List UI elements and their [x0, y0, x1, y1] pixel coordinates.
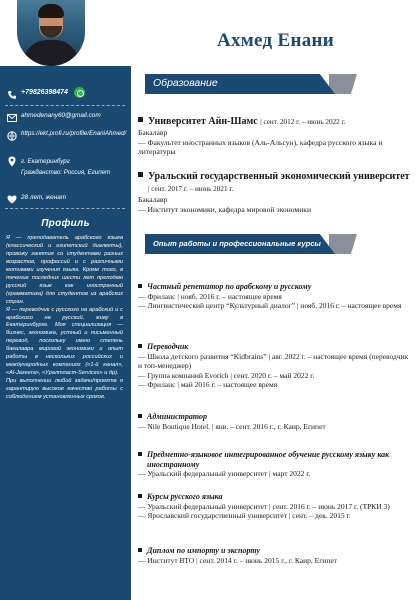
- job-line: — Уральский федеральный университет | март 2022 г.: [138, 469, 311, 478]
- job-line: — Лингвистический центр “Культурный диалог” | нояб. 2016 г. – настоящее время: [138, 301, 402, 311]
- citizenship: Гражданство: Россия, Египет: [21, 169, 111, 176]
- education-item: [138, 171, 410, 214]
- heart-icon: [6, 194, 17, 205]
- email-row: [6, 112, 101, 123]
- experience-heading: Опыт работы и профессиональные курсы: [153, 239, 321, 248]
- job-title: Предметно-языковое интегрированное обучение русскому языку как иностранному: [147, 450, 390, 469]
- education-dates: | сент. 2012 г. – июнь 2022 г.: [260, 118, 346, 126]
- job-line: — Ярославский государственный университет | сент. – дек. 2015 г.: [138, 511, 351, 521]
- job-title: Диплом по импорту и экспорту: [147, 546, 260, 555]
- bullet-icon: [138, 284, 142, 288]
- job-line: — Институт ВТО | сент. 2014 г. – июнь 2015 г., г. Каир, Египет: [138, 555, 337, 565]
- divider: [5, 105, 125, 106]
- job-line: — Фриланс | май 2016 г. – настоящее время: [138, 380, 278, 390]
- phone-row: [6, 89, 68, 100]
- website-link[interactable]: https://ekt.profi.ru/profile/EnaniAhmed/: [21, 130, 127, 137]
- experience-item: [138, 412, 410, 431]
- link-icon: [6, 130, 17, 141]
- job-line: — Группа компаний Evorich | сент. 2020 г. – май 2022 г.: [138, 370, 315, 380]
- job-line: — Школа детского развития “Kidbrains” | авг. 2022 г. – настоящее время (переводчик и топ-менеджер): [138, 351, 409, 371]
- job-line: — Nile Boutique Hotel. | янв. – сент. 2016 г., г. Каир, Египет: [138, 421, 326, 431]
- experience-ribbon: [145, 234, 360, 254]
- profile-paragraph: Я — преподаватель арабского языка (классический и египетский диалекты), провожу занятия со студентами разных возрастов, профессий и с различными мотивами изучения языка. Кроме того, в течение последних шести лет преподаю русский язык как иностранный (грамматика) для студентов из арабских стран.: [6, 235, 123, 305]
- job-title: Переводчик: [147, 342, 189, 351]
- mail-icon: [6, 112, 17, 123]
- profile-photo: [17, 0, 85, 66]
- education-dates: | сент. 2017 г. – июнь 2021 г.: [148, 185, 234, 193]
- job-line: — Фриланс | нояб. 2016 г. – настоящее время: [138, 291, 282, 301]
- bullet-icon: [138, 452, 142, 456]
- job-line: — Уральский федеральный университет | сент. 2016 г. – июнь 2017 г. (ТРКИ 3): [138, 501, 390, 511]
- job-title: Частный репетитор по арабскому и русскому: [147, 282, 312, 291]
- education-detail: — Институт экономики, кафедра мировой экономики: [138, 204, 312, 214]
- university-name: Уральский государственный экономический университет: [148, 171, 410, 182]
- city: г. Екатеринбург: [21, 158, 70, 165]
- location-text: [21, 156, 110, 178]
- experience-item: [138, 282, 410, 311]
- bullet-icon: [138, 117, 143, 122]
- education-item: [138, 116, 410, 157]
- website-row: [6, 130, 130, 141]
- age-marital: 28 лет, женат: [21, 194, 67, 201]
- email-link[interactable]: ahmedenany60@gmail.com: [21, 112, 101, 119]
- bullet-icon: [138, 494, 142, 498]
- bullet-icon: [138, 172, 143, 177]
- experience-item: [138, 450, 410, 479]
- job-title: Администратор: [147, 412, 208, 421]
- degree: Бакалавр: [138, 128, 168, 137]
- profile-paragraph: При выполнении любой задачи/проекта я гарантирую высокое качество работы с соблюдением установленных сроков.: [6, 378, 123, 401]
- experience-item: [138, 546, 410, 565]
- divider: [5, 208, 125, 209]
- phone-number[interactable]: +79826398474: [21, 89, 68, 96]
- sidebar: [0, 0, 131, 600]
- university-name: Университет Айн-Шамс: [148, 116, 258, 127]
- location-row: [6, 156, 130, 178]
- profile-heading: Профиль: [41, 218, 90, 229]
- experience-item: [138, 342, 410, 390]
- education-detail: — Факультет иностранных языков (Аль-Альсун), кафедра русского языка и литературы: [138, 137, 383, 157]
- phone-icon: [6, 89, 17, 100]
- location-pin-icon: [6, 156, 17, 167]
- bullet-icon: [138, 414, 142, 418]
- bullet-icon: [138, 344, 142, 348]
- degree: Бакалавр: [138, 195, 168, 204]
- education-heading: Образование: [153, 77, 218, 89]
- whatsapp-icon[interactable]: [74, 87, 85, 98]
- job-title: Курсы русского языка: [147, 492, 223, 501]
- profile-paragraph: Я — переводчик с русского на арабский и с арабского на русский, живу в Екатеринбурге. Моя специализация — бизнес, экономика, устный и письменный перевод, поскольку имею степень бакалавра мировой экономики и опыт работы в нескольких российских и международных компаниях («1-й канал», «Al-Jazeera», «Уралтласт-Services» и др).: [6, 306, 123, 377]
- profile-text: [6, 235, 123, 402]
- experience-item: [138, 492, 410, 521]
- bullet-icon: [138, 548, 142, 552]
- education-ribbon: [145, 74, 360, 94]
- age-row: [6, 194, 66, 205]
- candidate-name: Ахмед Енани: [216, 30, 335, 51]
